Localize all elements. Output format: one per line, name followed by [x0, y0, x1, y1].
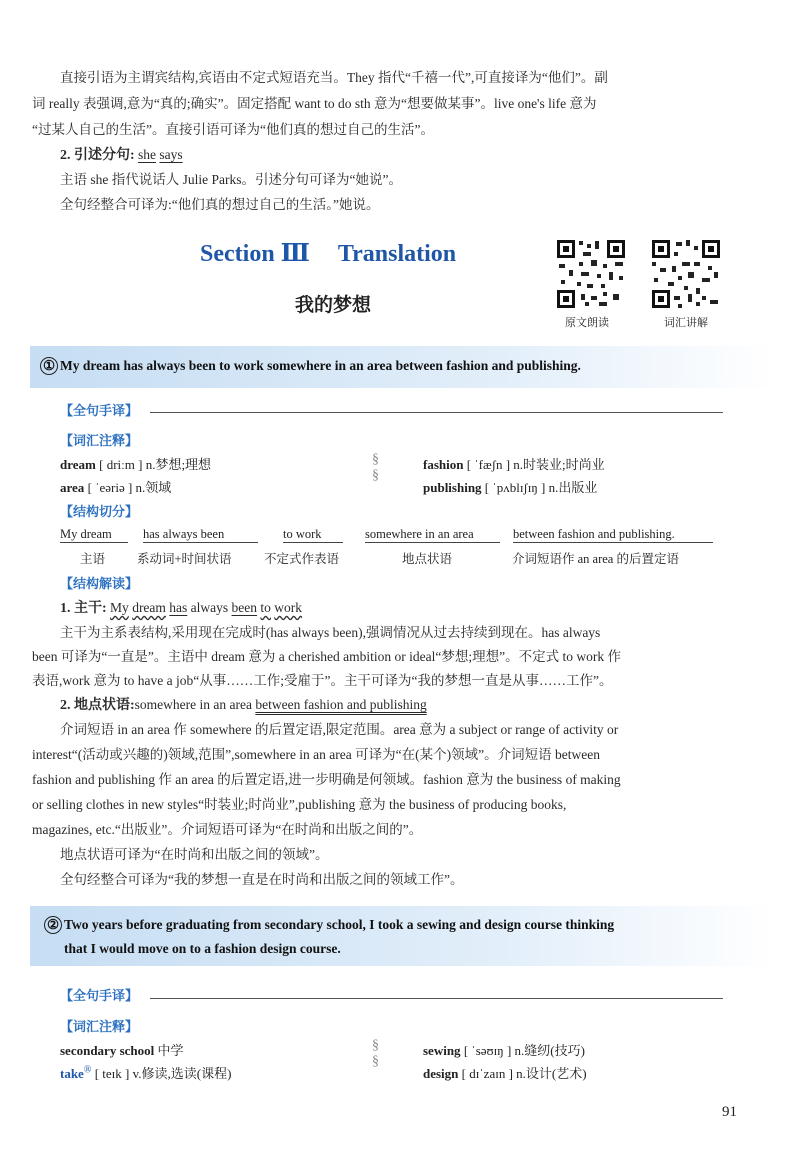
- adverb-always: always: [190, 600, 229, 615]
- vocab-word: fashion: [423, 457, 464, 472]
- segment-adverbial: somewhere in an area: [365, 527, 500, 543]
- analysis-1-line-3: 表语,work 意为 to have a job“从事……工作;受雇于”。主干可译为“我的梦想一直是从事……工作”。: [32, 673, 613, 688]
- analysis-2-line-5: magazines, etc.“出版业”。介词短语可译为“在时尚和出版之间的”。: [32, 822, 423, 837]
- spiral-binding-icon: § §: [372, 1038, 379, 1069]
- analysis-2-line-2: interest“(活动或兴趣的)领域,范围”,somewhere in an area 可译为“在(某个)领域”。介词短语 between: [32, 747, 600, 762]
- segment-subject: My dream: [60, 527, 128, 543]
- subject-my: My: [110, 600, 129, 615]
- qr-label-vocabulary: 词汇讲解: [664, 316, 708, 329]
- verb-has: has: [169, 600, 188, 615]
- sentence-1: [40, 357, 581, 375]
- adverbial-phrase: somewhere in an area: [134, 697, 256, 712]
- vocab-word: take: [60, 1066, 84, 1081]
- vocab-dream: [60, 454, 211, 473]
- vocab-word: publishing: [423, 480, 482, 495]
- sentence-2-text-1: Two years before graduating from secondary school, I took a sewing and design course thinking: [64, 917, 615, 932]
- section-number: Section Ⅲ: [200, 241, 310, 267]
- analysis-1-line-2: been 可译为“一直是”。主语中 dream 意为 a cherished ambition or ideal“梦想;理想”。不定式 to work 作: [32, 649, 621, 664]
- subject-dream: dream: [132, 600, 166, 615]
- analysis-heading-1: [60, 596, 302, 621]
- underlined-says: says: [159, 147, 183, 162]
- section-title: [200, 238, 456, 268]
- vocab-definition: 中学: [154, 1043, 184, 1058]
- heading-label: 2. 地点状语:: [60, 698, 135, 713]
- vocab-word: secondary school: [60, 1043, 155, 1058]
- vocab-word: sewing: [423, 1043, 461, 1058]
- verb-been: been: [231, 600, 258, 615]
- vocab-publishing: [423, 477, 597, 496]
- segment-label-attributive: 介词短语作 an area 的后置定语: [512, 552, 679, 566]
- translation-blank-line-2[interactable]: [150, 998, 723, 999]
- vocab-definition: [ ˈfæʃn ] n.时装业;时尚业: [463, 457, 605, 472]
- segment-label-adverbial: 地点状语: [402, 552, 453, 566]
- qr-label-reading: 原文朗读: [565, 316, 609, 329]
- analysis-1-line-1: 主干为主系表结构,采用现在完成时(has always been),强调情况从过去持续到现在。has always: [60, 625, 601, 640]
- qr-code-reading[interactable]: [555, 238, 627, 310]
- vocab-secondary-school: [60, 1040, 184, 1059]
- structure-tag: 【结构切分】: [60, 505, 139, 520]
- high-frequency-badge-icon: ®: [83, 1064, 92, 1076]
- sentence-2-line-1: [44, 916, 614, 934]
- page-number: 91: [722, 1104, 737, 1120]
- analysis-3: 地点状语可译为“在时尚和出版之间的领域”。: [60, 847, 329, 862]
- vocab-word: dream: [60, 457, 96, 472]
- vocab-sewing: [423, 1040, 585, 1059]
- article-title: 我的梦想: [295, 294, 372, 316]
- top-line-1: 直接引语为主谓宾结构,宾语由不定式短语充当。They 指代“千禧一代”,可直接译为“他们”。副: [60, 70, 608, 85]
- vocab-definition: [ driːm ] n.梦想;理想: [95, 457, 212, 472]
- underlined-she: she: [138, 147, 157, 162]
- vocab-definition: [ teɪk ] v.修读,选读(课程): [91, 1066, 232, 1081]
- top-line-5: 全句经整合可译为:“他们真的想过自己的生活。”她说。: [60, 197, 380, 212]
- predicative-work: work: [274, 600, 303, 615]
- segment-predicative: to work: [283, 527, 343, 543]
- vocab-tag-2: 【词汇注释】: [60, 1020, 139, 1035]
- analysis-heading-2: [60, 693, 427, 718]
- attributive-phrase: between fashion and publishing: [255, 697, 427, 712]
- sentence-number: ①: [40, 357, 58, 375]
- segment-attributive: between fashion and publishing.: [513, 527, 713, 543]
- sentence-number: ②: [44, 916, 62, 934]
- vocab-design: [423, 1063, 587, 1082]
- section-name: Translation: [337, 241, 457, 267]
- segment-label-predicative: 不定式作表语: [264, 552, 340, 566]
- sentence-2-text-2: that I would move on to a fashion design course.: [64, 941, 341, 956]
- heading-label: 2. 引述分句:: [60, 148, 135, 163]
- sentence-2-line-2: [64, 940, 341, 958]
- top-line-3: “过某人自己的生活”。直接引语可译为“他们真的想过自己的生活”。: [32, 122, 434, 137]
- vocab-word: area: [60, 480, 85, 495]
- vocab-fashion: [423, 454, 605, 473]
- segment-verb: has always been: [143, 527, 258, 543]
- vocab-definition: [ ˈpʌblɪʃɪŋ ] n.出版业: [481, 480, 598, 495]
- analysis-2-line-4: or selling clothes in new styles“时装业;时尚业”,publishing 意为 the business of producing books,: [32, 797, 567, 812]
- vocab-definition: [ dɪˈzaɪn ] n.设计(艺术): [458, 1066, 587, 1081]
- top-line-4: 主语 she 指代说话人 Julie Parks。引述分句可译为“她说”。: [60, 172, 402, 187]
- heading-label: 1. 主干:: [60, 601, 107, 616]
- vocab-definition: [ ˈeəriə ] n.领域: [84, 480, 172, 495]
- full-translation-tag: 【全句手译】: [60, 404, 139, 419]
- translation-blank-line[interactable]: [150, 412, 723, 413]
- sentence-1-banner: [30, 346, 775, 388]
- vocab-area: [60, 477, 171, 496]
- spiral-binding-icon: § §: [372, 452, 379, 483]
- qr-code-vocabulary[interactable]: [650, 238, 722, 310]
- segment-label-verb: 系动词+时间状语: [137, 552, 232, 566]
- sentence-1-text: My dream has always been to work somewhere in an area between fashion and publishing.: [60, 358, 581, 373]
- analysis-tag: 【结构解读】: [60, 577, 139, 592]
- analysis-2-line-1: 介词短语 in an area 作 somewhere 的后置定语,限定范围。area 意为 a subject or range of activity or: [60, 722, 619, 737]
- vocab-take: [60, 1063, 231, 1082]
- segment-label-subject: 主语: [80, 552, 106, 566]
- analysis-2-line-3: fashion and publishing 作 an area 的后置定语,进一步明确是何领域。fashion 意为 the business of making: [32, 772, 621, 787]
- analysis-4: 全句经整合可译为“我的梦想一直是在时尚和出版之间的领域工作”。: [60, 872, 464, 887]
- vocab-tag: 【词汇注释】: [60, 434, 139, 449]
- heading-reporting-clause: [60, 143, 183, 168]
- vocab-word: design: [423, 1066, 459, 1081]
- full-translation-tag-2: 【全句手译】: [60, 989, 139, 1004]
- predicative-to: to: [260, 600, 271, 615]
- sentence-2-banner: [30, 906, 775, 966]
- top-line-2: 词 really 表强调,意为“真的;确实”。固定搭配 want to do sth 意为“想要做某事”。live one's life 意为: [32, 96, 597, 111]
- vocab-definition: [ ˈsəʊɪŋ ] n.缝纫(技巧): [460, 1043, 585, 1058]
